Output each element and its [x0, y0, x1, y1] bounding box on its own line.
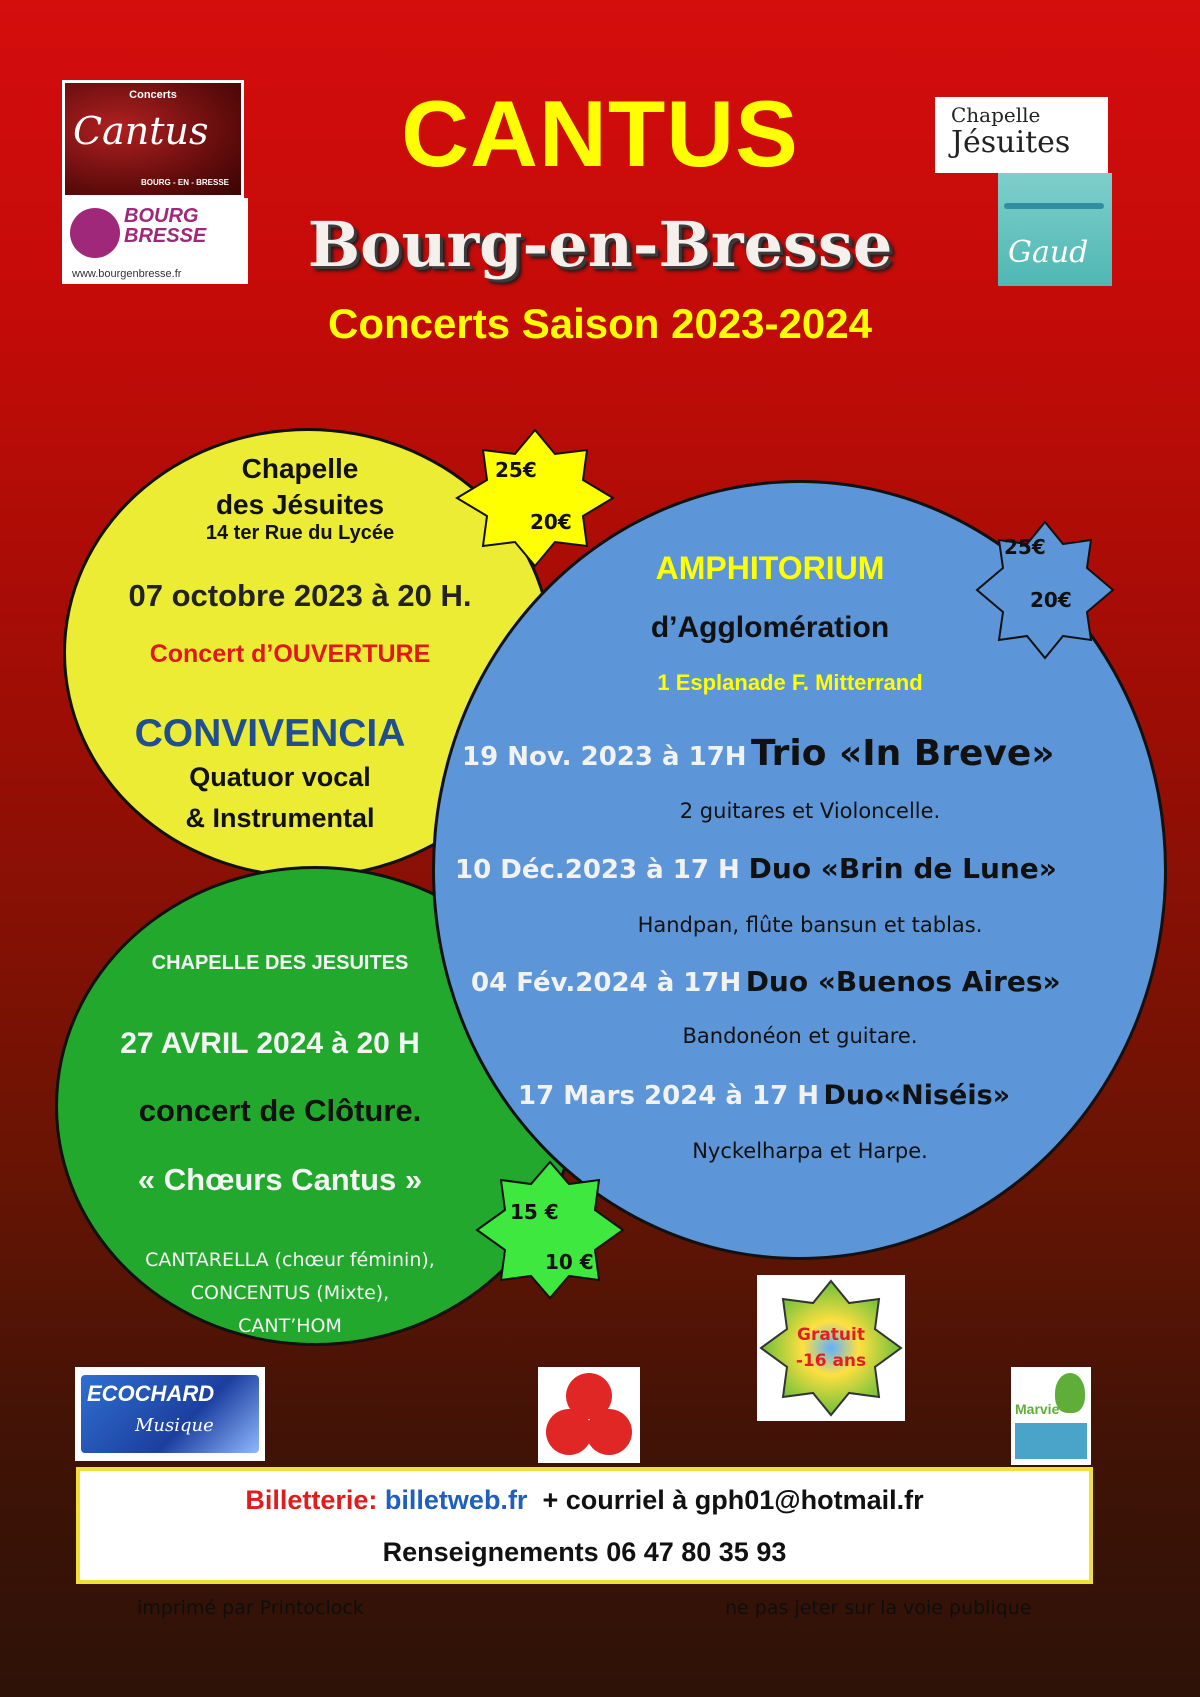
ecochard-name: ECOCHARD: [87, 1381, 215, 1406]
blue-price-1: 25€: [1004, 535, 1046, 559]
ticketing-box: [76, 1467, 1093, 1584]
bourg-logo-name-2: BRESSE: [124, 225, 207, 247]
green-date: 27 AVRIL 2024 à 20 H: [120, 1027, 420, 1060]
green-choir-1: CANTARELLA (chœur féminin),: [145, 1249, 435, 1271]
concert-row: [455, 852, 1165, 885]
cantus-logo-name: Cantus: [73, 109, 209, 153]
free-badge: [757, 1275, 905, 1421]
yellow-date: 07 octobre 2023 à 20 H.: [128, 578, 472, 613]
footer-notice: ne pas jeter sur la voie publique: [725, 1597, 1032, 1619]
cantus-logo-top: Concerts: [129, 89, 177, 101]
footer-printer: imprimé par Printoclock: [137, 1597, 364, 1619]
green-price-2: 10 €: [545, 1250, 594, 1274]
choir-circles-icon: [544, 1371, 634, 1459]
blue-venue-1: AMPHITORIUM: [655, 550, 885, 586]
concert-desc: Bandonéon et guitare.: [682, 1024, 918, 1048]
price-star-yellow: [455, 428, 615, 568]
ticketing-mail[interactable]: + courriel à gph01@hotmail.fr: [542, 1485, 924, 1515]
concert-row: [471, 965, 1171, 998]
yellow-address: 14 ter Rue du Lycée: [205, 522, 395, 544]
concert-title: Duo «Buenos Aires»: [745, 965, 1061, 998]
concert-date: 17 Mars 2024 à 17 H: [518, 1081, 820, 1111]
yellow-ensemble: CONVIVENCIA: [134, 712, 406, 755]
poster-title: CANTUS: [401, 81, 799, 186]
ticketing-info: Renseignements 06 47 80 35 93: [382, 1537, 787, 1567]
concert-title: Duo «Brin de Lune»: [748, 852, 1057, 885]
price-star-green: [475, 1160, 625, 1300]
marvie-logo: [1011, 1367, 1091, 1465]
poster-city: Bourg-en-Bresse: [307, 208, 893, 281]
concert-row: [462, 733, 1162, 774]
tree-icon: [1055, 1373, 1085, 1413]
concert-date: 04 Fév.2024 à 17H: [471, 968, 742, 998]
ecochard-logo: [75, 1367, 265, 1461]
yellow-price-2: 20€: [530, 510, 572, 534]
concert-date: 10 Déc.2023 à 17 H: [455, 855, 740, 885]
concert-desc: 2 guitares et Violoncelle.: [679, 799, 941, 823]
concert-date: 19 Nov. 2023 à 17H: [462, 742, 747, 772]
ticketing-line: [80, 1485, 1089, 1516]
concert-row: [518, 1080, 1178, 1111]
green-price-1: 15 €: [510, 1200, 559, 1224]
yellow-event: Concert d’OUVERTURE: [149, 640, 431, 668]
yellow-desc-1: Quatuor vocal: [189, 762, 371, 792]
ticketing-site-link[interactable]: billetweb.fr: [384, 1485, 528, 1515]
ticketing-label: Billetterie:: [245, 1485, 378, 1515]
free-star-icon: [757, 1275, 905, 1421]
marvie-name: Marvie: [1015, 1401, 1060, 1417]
free-line-1: Gratuit: [797, 1325, 865, 1345]
chapelle-logo-line-1: Chapelle: [951, 103, 1041, 127]
yellow-desc-2: & Instrumental: [185, 803, 375, 833]
concert-desc: Handpan, flûte bansun et tablas.: [637, 913, 983, 937]
concert-title: Duo«Niséis»: [823, 1080, 1011, 1111]
blue-price-2: 20€: [1030, 588, 1072, 612]
green-venue: CHAPELLE DES JESUITES: [151, 952, 409, 974]
yellow-venue-2: des Jésuites: [215, 489, 385, 520]
green-choir-3: CANT’HOM: [238, 1315, 342, 1337]
yellow-price-1: 25€: [495, 458, 537, 482]
green-title: « Chœurs Cantus »: [137, 1162, 423, 1197]
green-choir-2: CONCENTUS (Mixte),: [190, 1282, 390, 1304]
free-line-2: -16 ans: [795, 1351, 867, 1371]
gaud-logo-text: Gaud: [1008, 235, 1089, 270]
blue-address: 1 Esplanade F. Mitterrand: [657, 670, 923, 695]
poster-season: Concerts Saison 2023-2024: [328, 300, 872, 347]
concert-desc: Nyckelharpa et Harpe.: [692, 1139, 928, 1163]
cantus-choir-logo: [538, 1367, 640, 1463]
cantus-logo-sub: BOURG - EN - BRESSE: [140, 178, 229, 187]
chapelle-logo-line-2: Jésuites: [951, 125, 1071, 160]
green-event: concert de Clôture.: [138, 1093, 422, 1128]
concert-title: Trio «In Breve»: [751, 733, 1055, 774]
blue-venue-2: d’Agglomération: [650, 611, 890, 644]
bourg-logo-url: www.bourgenbresse.fr: [72, 268, 182, 280]
yellow-venue-1: Chapelle: [241, 453, 359, 484]
bourg-logo-name-1: BOURG: [124, 205, 199, 227]
ecochard-sub: Musique: [135, 1415, 214, 1436]
